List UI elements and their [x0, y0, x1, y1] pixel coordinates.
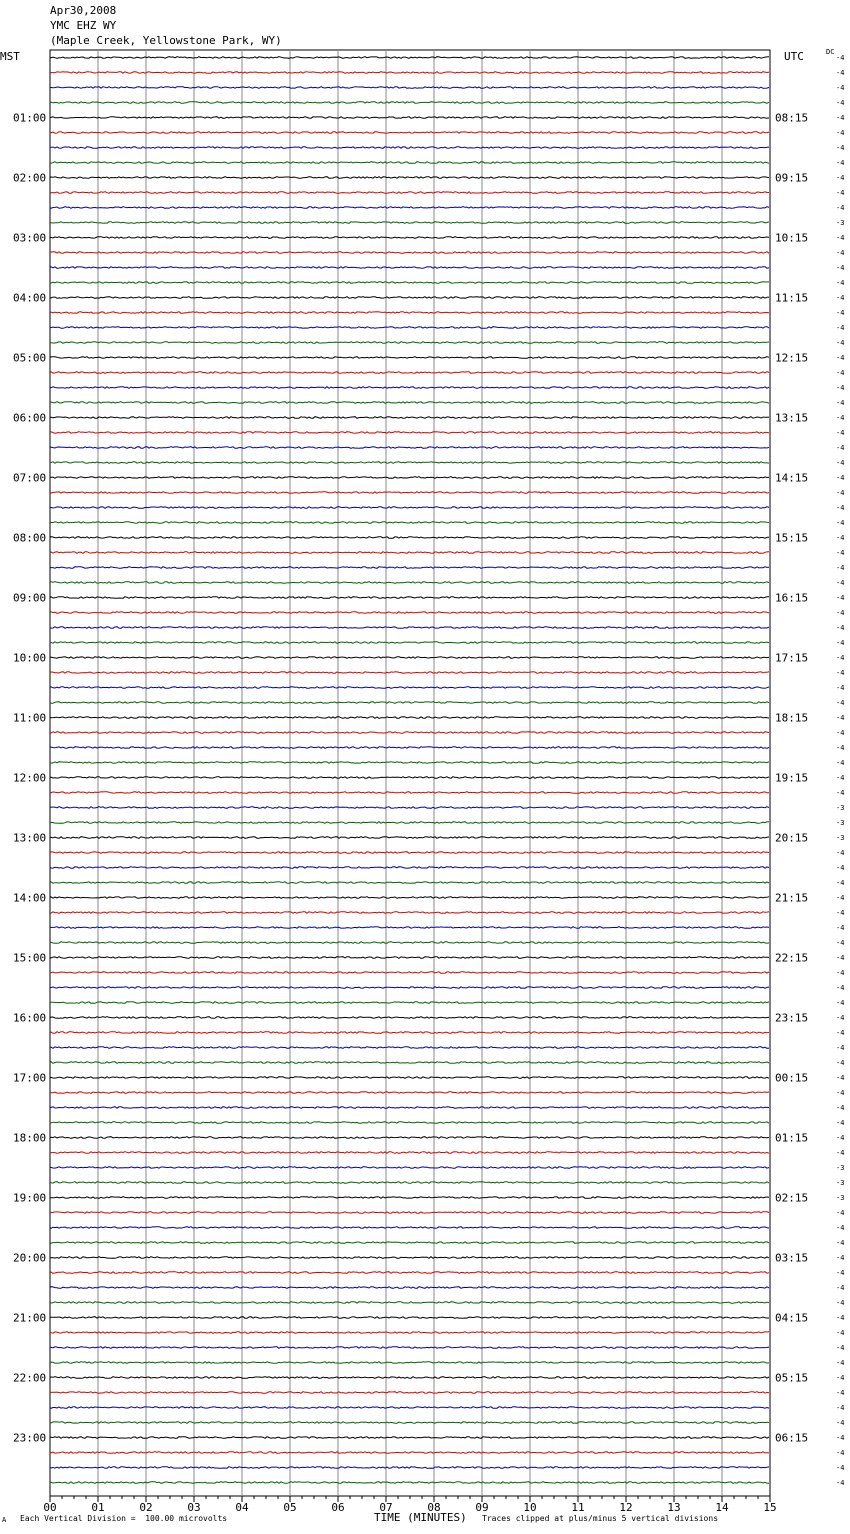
hour-label-mst: 13:00	[13, 831, 47, 845]
seismic-trace	[50, 1332, 769, 1334]
seismic-trace	[50, 867, 769, 869]
dc-offset-label: -4	[836, 1074, 845, 1082]
dc-offset-label: -4	[836, 654, 845, 662]
hour-label-mst: 05:00	[13, 351, 47, 365]
seismic-trace	[50, 897, 769, 899]
x-tick-label: 08	[427, 1501, 441, 1514]
dc-offset-label: -4	[836, 204, 845, 212]
dc-offset-label: -4	[836, 609, 845, 617]
seismic-trace	[50, 1212, 769, 1214]
dc-offset-label: -4	[836, 1269, 845, 1277]
hour-label-utc: 17:15	[775, 651, 809, 665]
hour-label-mst: 15:00	[13, 951, 47, 965]
seismic-trace	[50, 1122, 769, 1124]
seismic-trace	[50, 492, 769, 494]
seismic-trace	[50, 462, 769, 464]
hour-label-mst: 21:00	[13, 1311, 47, 1325]
dc-offset-label: -4	[836, 699, 845, 707]
dc-offset-label: -4	[836, 1119, 845, 1127]
dc-offset-label: -4	[836, 99, 845, 107]
seismic-trace	[50, 927, 769, 929]
seismic-trace	[50, 312, 769, 314]
seismic-trace	[50, 477, 769, 479]
dc-offset-label: -4	[836, 969, 845, 977]
seismic-trace	[50, 597, 769, 599]
seismic-trace	[50, 1347, 769, 1349]
dc-offset-label: -4	[836, 1359, 845, 1367]
hour-label-mst: 09:00	[13, 591, 47, 605]
dc-offset-label: -4	[836, 1299, 845, 1307]
dc-offset-label: -4	[836, 309, 845, 317]
dc-offset-label: -4	[836, 1089, 845, 1097]
seismic-trace	[50, 327, 769, 329]
seismic-trace	[50, 627, 769, 629]
seismic-trace	[50, 1287, 769, 1289]
station-code: YMC EHZ WY	[50, 19, 117, 32]
seismic-trace	[50, 1452, 769, 1454]
dc-offset-label: -4	[836, 1254, 845, 1262]
hour-label-mst: 10:00	[13, 651, 47, 665]
dc-offset-label: -4	[836, 1389, 845, 1397]
seismic-trace	[50, 1062, 769, 1064]
dc-offset-label: -4	[836, 1479, 845, 1487]
x-tick-label: 06	[331, 1501, 345, 1514]
x-tick-label: 11	[571, 1501, 585, 1514]
dc-offset-label: -4	[836, 1449, 845, 1457]
dc-offset-label: -4	[836, 999, 845, 1007]
seismic-trace	[50, 87, 769, 89]
chart-date: Apr30,2008	[50, 4, 117, 17]
dc-offset-label: -4	[836, 639, 845, 647]
seismic-trace	[50, 987, 769, 989]
seismic-trace	[50, 1152, 769, 1154]
seismic-trace	[50, 1077, 769, 1079]
hour-label-mst: 14:00	[13, 891, 47, 905]
hour-label-utc: 08:15	[775, 111, 809, 125]
seismic-trace	[50, 747, 769, 749]
dc-offset-label: -4	[836, 1314, 845, 1322]
hour-label-utc: 11:15	[775, 291, 809, 305]
hour-label-utc: 23:15	[775, 1011, 809, 1025]
hour-label-mst: 03:00	[13, 231, 47, 245]
hour-label-mst: 04:00	[13, 291, 47, 305]
hour-label-utc: 15:15	[775, 531, 809, 545]
dc-offset-label: -4	[836, 579, 845, 587]
seismic-trace	[50, 132, 769, 134]
seismic-trace	[50, 1362, 769, 1364]
seismic-trace	[50, 537, 769, 539]
seismic-trace	[50, 252, 769, 254]
dc-offset-label: -4	[836, 1209, 845, 1217]
seismic-trace	[50, 642, 769, 644]
dc-offset-label: -4	[836, 534, 845, 542]
seismic-trace	[50, 552, 769, 554]
dc-offset-label: -4	[836, 504, 845, 512]
dc-offset-label: -4	[836, 384, 845, 392]
seismic-trace	[50, 192, 769, 194]
dc-offset-label: -4	[836, 189, 845, 197]
seismic-trace	[50, 1182, 769, 1184]
dc-offset-label: -4	[836, 849, 845, 857]
dc-offset-label: -4	[836, 939, 845, 947]
dc-offset-label: -4	[836, 1044, 845, 1052]
hour-label-mst: 02:00	[13, 171, 47, 185]
x-tick-label: 09	[475, 1501, 489, 1514]
seismic-trace	[50, 1017, 769, 1019]
seismic-trace	[50, 612, 769, 614]
clip-note: Traces clipped at plus/minus 5 vertical divisions	[482, 1514, 719, 1523]
x-tick-label: 05	[283, 1501, 297, 1514]
dc-offset-label: -4	[836, 1149, 845, 1157]
seismic-trace	[50, 522, 769, 524]
dc-offset-label: -4	[836, 1224, 845, 1232]
hour-label-mst: 01:00	[13, 111, 47, 125]
seismic-trace	[50, 72, 769, 74]
dc-offset-label: -4	[836, 159, 845, 167]
seismic-trace	[50, 1257, 769, 1259]
seismic-trace	[50, 702, 769, 704]
x-tick-label: 04	[235, 1501, 249, 1514]
seismic-trace	[50, 972, 769, 974]
seismic-trace	[50, 1407, 769, 1409]
dc-offset-label: -4	[836, 864, 845, 872]
dc-offset-label: -4	[836, 84, 845, 92]
seismic-trace	[50, 837, 769, 839]
hour-label-mst: 23:00	[13, 1431, 47, 1445]
seismic-trace	[50, 957, 769, 959]
left-timezone-label: MST	[0, 50, 20, 63]
seismic-trace	[50, 567, 769, 569]
right-timezone-label: UTC	[784, 50, 804, 63]
seismic-trace	[50, 1467, 769, 1469]
dc-offset-label: -3	[836, 834, 845, 842]
seismic-trace	[50, 1437, 769, 1439]
seismic-trace	[50, 507, 769, 509]
hour-label-mst: 20:00	[13, 1251, 47, 1265]
dc-offset-label: -4	[836, 1104, 845, 1112]
x-tick-label: 02	[139, 1501, 153, 1514]
seismic-trace	[50, 732, 769, 734]
seismic-trace	[50, 717, 769, 719]
seismic-trace	[50, 1002, 769, 1004]
dc-offset-label: -4	[836, 669, 845, 677]
dc-offset-label: -4	[836, 399, 845, 407]
hour-label-mst: 22:00	[13, 1371, 47, 1385]
hour-label-utc: 05:15	[775, 1371, 809, 1385]
dc-offset-label: -4	[836, 1059, 845, 1067]
hour-label-utc: 00:15	[775, 1071, 809, 1085]
dc-offset-label: -4	[836, 909, 845, 917]
seismic-trace	[50, 357, 769, 359]
dc-offset-label: -3	[836, 1164, 845, 1172]
dc-offset-label: -4	[836, 684, 845, 692]
dc-offset-label: -3	[836, 1179, 845, 1187]
dc-offset-label: -4	[836, 1464, 845, 1472]
seismic-trace	[50, 387, 769, 389]
seismic-trace	[50, 687, 769, 689]
seismic-trace	[50, 672, 769, 674]
dc-offset-label: -4	[836, 759, 845, 767]
seismic-trace	[50, 447, 769, 449]
dc-offset-label: -4	[836, 144, 845, 152]
x-tick-label: 10	[523, 1501, 537, 1514]
seismic-trace	[50, 117, 769, 119]
seismic-trace	[50, 1227, 769, 1229]
dc-offset-label: -4	[836, 264, 845, 272]
dc-offset-label: -4	[836, 879, 845, 887]
hour-label-utc: 12:15	[775, 351, 809, 365]
seismic-trace	[50, 282, 769, 284]
seismic-trace	[50, 432, 769, 434]
seismic-trace	[50, 822, 769, 824]
dc-offset-label: -4	[836, 1419, 845, 1427]
dc-label: DC	[826, 48, 835, 56]
hour-label-utc: 01:15	[775, 1131, 809, 1145]
scale-note: Each Vertical Division = 100.00 microvolts	[20, 1514, 228, 1523]
hour-label-utc: 16:15	[775, 591, 809, 605]
seismic-trace	[50, 1242, 769, 1244]
x-axis-label: TIME (MINUTES)	[374, 1511, 467, 1524]
dc-offset-label: -4	[836, 294, 845, 302]
seismic-trace	[50, 1377, 769, 1379]
dc-offset-label: -4	[836, 324, 845, 332]
seismic-trace	[50, 147, 769, 149]
dc-offset-label: -4	[836, 279, 845, 287]
dc-offset-label: -4	[836, 729, 845, 737]
station-location: (Maple Creek, Yellowstone Park, WY)	[50, 34, 282, 47]
hour-label-mst: 18:00	[13, 1131, 47, 1145]
hour-label-utc: 14:15	[775, 471, 809, 485]
dc-offset-label: -4	[836, 774, 845, 782]
seismic-trace	[50, 57, 769, 59]
hour-label-mst: 12:00	[13, 771, 47, 785]
dc-offset-label: -4	[836, 234, 845, 242]
hour-label-utc: 09:15	[775, 171, 809, 185]
dc-offset-label: -4	[836, 69, 845, 77]
seismic-trace	[50, 1107, 769, 1109]
seismic-trace	[50, 1047, 769, 1049]
seismic-trace	[50, 1167, 769, 1169]
seismic-trace	[50, 222, 769, 224]
hour-label-mst: 11:00	[13, 711, 47, 725]
dc-offset-label: -4	[836, 924, 845, 932]
seismic-trace	[50, 882, 769, 884]
hour-label-utc: 21:15	[775, 891, 809, 905]
seismic-trace	[50, 657, 769, 659]
seismic-trace	[50, 1392, 769, 1394]
seismic-trace	[50, 1302, 769, 1304]
dc-offset-label: -4	[836, 114, 845, 122]
dc-offset-label: -3	[836, 804, 845, 812]
seismic-trace	[50, 1482, 769, 1484]
dc-offset-label: -4	[836, 564, 845, 572]
seismic-trace	[50, 372, 769, 374]
dc-offset-label: -4	[836, 414, 845, 422]
dc-offset-label: -3	[836, 1194, 845, 1202]
seismic-trace	[50, 342, 769, 344]
dc-offset-label: -4	[836, 1434, 845, 1442]
hour-label-utc: 13:15	[775, 411, 809, 425]
x-tick-label: 03	[187, 1501, 201, 1514]
dc-offset-label: -4	[836, 624, 845, 632]
dc-offset-label: -4	[836, 714, 845, 722]
dc-offset-label: -4	[836, 1029, 845, 1037]
dc-offset-label: -4	[836, 369, 845, 377]
dc-offset-label: -4	[836, 354, 845, 362]
seismic-trace	[50, 1272, 769, 1274]
dc-offset-label: -4	[836, 489, 845, 497]
seismic-trace	[50, 177, 769, 179]
seismic-trace	[50, 762, 769, 764]
seismic-trace	[50, 417, 769, 419]
dc-offset-label: -4	[836, 1239, 845, 1247]
hour-label-mst: 16:00	[13, 1011, 47, 1025]
x-tick-label: 01	[91, 1501, 105, 1514]
hour-label-utc: 20:15	[775, 831, 809, 845]
x-tick-label: 00	[43, 1501, 57, 1514]
dc-offset-label: -3	[836, 819, 845, 827]
seismic-trace	[50, 792, 769, 794]
seismic-trace	[50, 1197, 769, 1199]
x-tick-label: 13	[667, 1501, 681, 1514]
dc-offset-label: -4	[836, 429, 845, 437]
dc-offset-label: -4	[836, 1374, 845, 1382]
hour-label-utc: 03:15	[775, 1251, 809, 1265]
seismic-trace	[50, 807, 769, 809]
dc-offset-label: -4	[836, 174, 845, 182]
seismic-trace	[50, 237, 769, 239]
dc-offset-label: -4	[836, 744, 845, 752]
dc-offset-label: -4	[836, 1284, 845, 1292]
dc-offset-label: -4	[836, 54, 845, 62]
seismic-trace	[50, 402, 769, 404]
hour-label-utc: 18:15	[775, 711, 809, 725]
hour-label-mst: 06:00	[13, 411, 47, 425]
seismic-trace	[50, 1137, 769, 1139]
seismic-trace	[50, 582, 769, 584]
dc-offset-label: -4	[836, 474, 845, 482]
dc-offset-label: -4	[836, 789, 845, 797]
dc-offset-label: -4	[836, 339, 845, 347]
seismic-trace	[50, 1092, 769, 1094]
dc-offset-label: -4	[836, 549, 845, 557]
dc-offset-label: -4	[836, 519, 845, 527]
dc-offset-label: -4	[836, 444, 845, 452]
dc-offset-label: -4	[836, 249, 845, 257]
seismic-trace	[50, 162, 769, 164]
seismic-trace	[50, 1317, 769, 1319]
seismic-trace	[50, 942, 769, 944]
dc-offset-label: -4	[836, 1329, 845, 1337]
x-tick-label: 14	[715, 1501, 729, 1514]
dc-offset-label: -4	[836, 1404, 845, 1412]
hour-label-utc: 02:15	[775, 1191, 809, 1205]
seismic-trace	[50, 777, 769, 779]
dc-offset-label: -4	[836, 1014, 845, 1022]
dc-offset-label: -3	[836, 219, 845, 227]
seismic-trace	[50, 207, 769, 209]
dc-offset-label: -4	[836, 894, 845, 902]
hour-label-mst: 08:00	[13, 531, 47, 545]
seismic-trace	[50, 1422, 769, 1424]
corner-mark: A	[2, 1516, 7, 1524]
hour-label-utc: 06:15	[775, 1431, 809, 1445]
dc-offset-label: -4	[836, 984, 845, 992]
x-tick-label: 15	[763, 1501, 777, 1514]
dc-offset-label: -4	[836, 459, 845, 467]
hour-label-utc: 22:15	[775, 951, 809, 965]
seismic-trace	[50, 1032, 769, 1034]
dc-offset-label: -4	[836, 1134, 845, 1142]
seismic-trace	[50, 912, 769, 914]
x-tick-label: 07	[379, 1501, 393, 1514]
seismic-trace	[50, 297, 769, 299]
hour-label-mst: 19:00	[13, 1191, 47, 1205]
hour-label-utc: 10:15	[775, 231, 809, 245]
dc-offset-label: -4	[836, 954, 845, 962]
seismic-trace	[50, 267, 769, 269]
hour-label-utc: 04:15	[775, 1311, 809, 1325]
dc-offset-label: -4	[836, 1344, 845, 1352]
seismic-trace	[50, 852, 769, 854]
hour-label-mst: 07:00	[13, 471, 47, 485]
hour-label-mst: 17:00	[13, 1071, 47, 1085]
hour-label-utc: 19:15	[775, 771, 809, 785]
seismic-trace	[50, 102, 769, 104]
x-tick-label: 12	[619, 1501, 633, 1514]
dc-offset-label: -4	[836, 594, 845, 602]
dc-offset-label: -4	[836, 129, 845, 137]
